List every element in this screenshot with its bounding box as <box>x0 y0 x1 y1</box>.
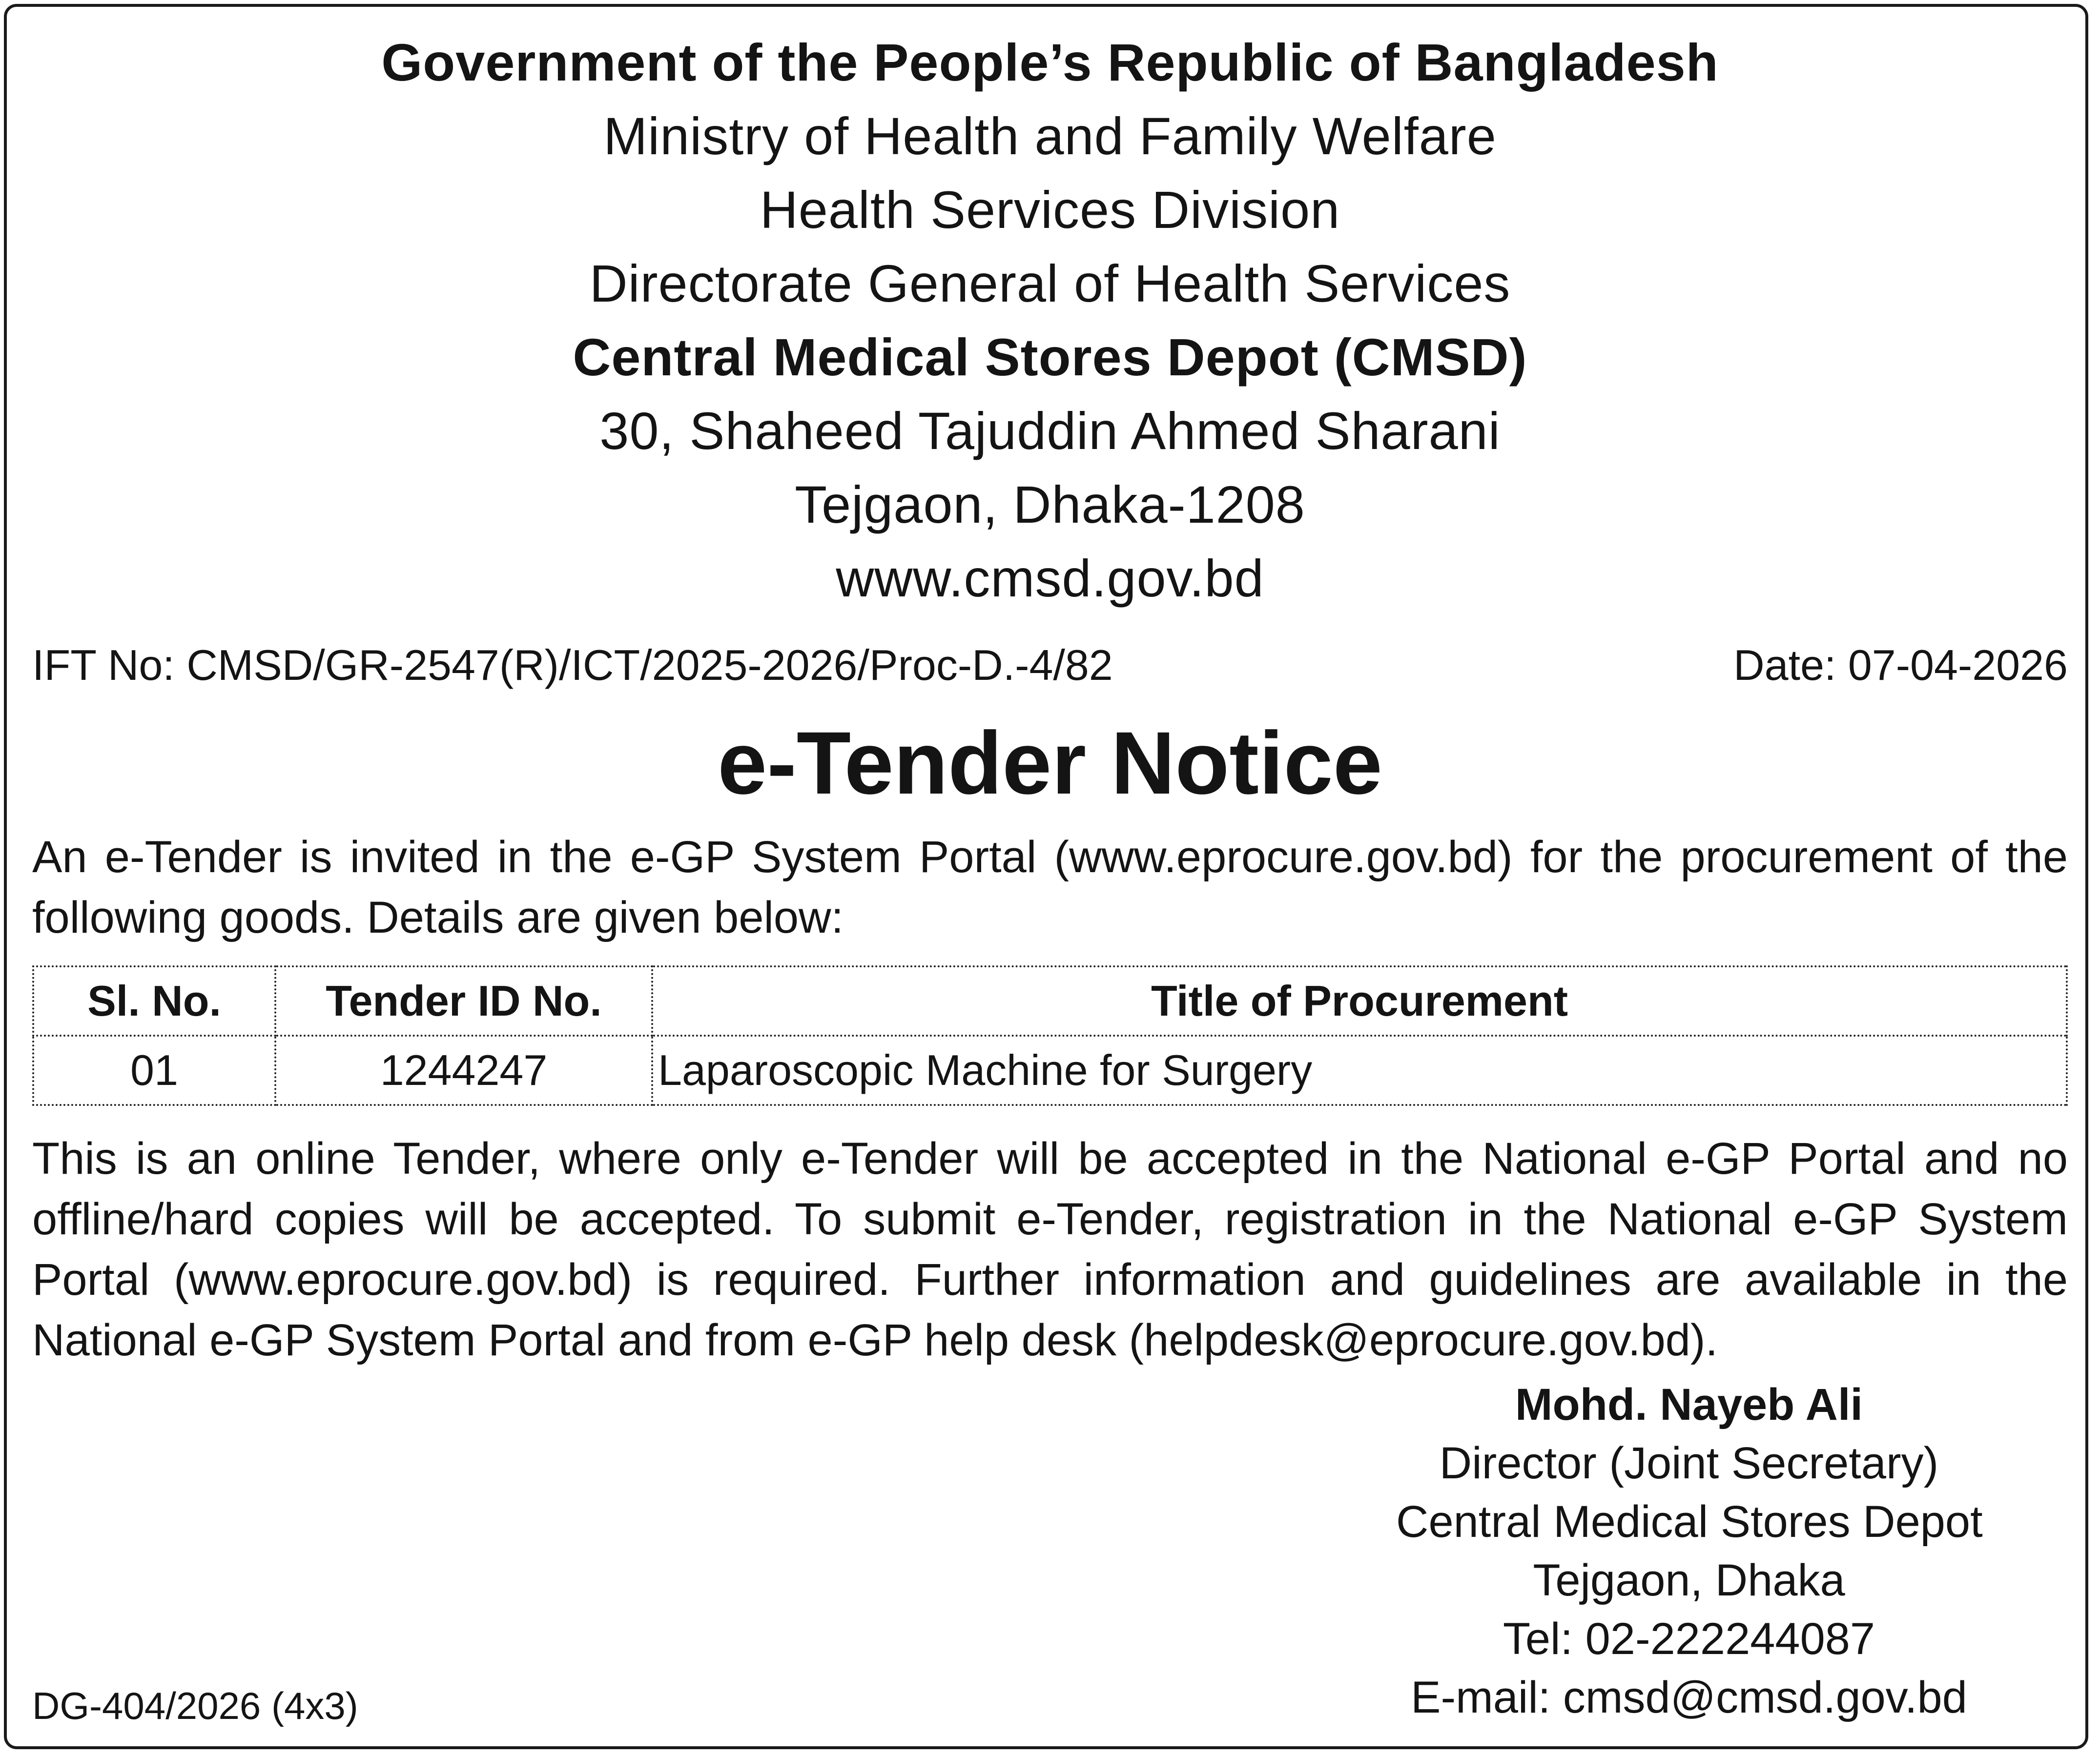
letterhead <box>0 25 2100 615</box>
signatory-name: Mohd. Nayeb Ali <box>1515 1380 1863 1430</box>
cell-title: Laparoscopic Machine for Surgery <box>652 1036 2067 1105</box>
organization-name: Central Medical Stores Depot (CMSD) <box>573 327 1527 387</box>
cell-tender-id: 1244247 <box>275 1036 652 1105</box>
ift-number: IFT No: CMSD/GR-2547(R)/ICT/2025-2026/Proc-D.-4/82 <box>32 641 1113 689</box>
tender-table <box>32 965 2068 1106</box>
signature-block <box>1396 1375 1982 1727</box>
column-header-tender-id: Tender ID No. <box>275 966 652 1036</box>
ministry-line: Ministry of Health and Family Welfare <box>603 106 1497 165</box>
signatory-email[interactable]: E-mail: cmsd@cmsd.gov.bd <box>1411 1673 1967 1722</box>
government-title: Government of the People’s Republic of Bangladesh <box>381 33 1719 92</box>
notice-date: Date: 07-04-2026 <box>1733 641 2068 689</box>
column-header-sl-no: Sl. No. <box>33 966 275 1036</box>
address-line-2: Tejgaon, Dhaka-1208 <box>795 475 1305 534</box>
footer-code: DG-404/2026 (4x3) <box>32 1684 358 1727</box>
instructions-paragraph: This is an online Tender, where only e-Tender will be accepted in the National e-GP Portal and no offline/hard copies will be accepted. To submit e-Tender, registration in the National e-GP System Portal (www.eprocure.gov.bd) is required. Further information and guidelines are available in the National e-GP System Portal and from e-GP help desk (helpdesk@eprocure.gov.bd). <box>32 1134 2068 1365</box>
intro-paragraph: An e-Tender is invited in the e-GP System Portal (www.eprocure.gov.bd) for the procurement of the following goods. Details are given below: <box>32 832 2068 942</box>
notice-title: e-Tender Notice <box>718 713 1382 813</box>
signatory-designation: Director (Joint Secretary) <box>1439 1438 1939 1488</box>
signatory-office: Central Medical Stores Depot <box>1396 1497 1983 1547</box>
column-header-title: Title of Procurement <box>652 966 2067 1036</box>
signatory-location: Tejgaon, Dhaka <box>1533 1555 1845 1605</box>
table-row <box>33 1036 2067 1105</box>
cell-sl-no: 01 <box>33 1036 275 1105</box>
address-line-1: 30, Shaheed Tajuddin Ahmed Sharani <box>599 401 1501 460</box>
division-line: Health Services Division <box>760 180 1340 239</box>
website-link[interactable]: www.cmsd.gov.bd <box>836 549 1264 608</box>
table-header-row <box>33 966 2067 1036</box>
reference-row <box>32 633 2068 697</box>
directorate-line: Directorate General of Health Services <box>589 254 1511 313</box>
signatory-phone: Tel: 02-222244087 <box>1503 1614 1875 1664</box>
